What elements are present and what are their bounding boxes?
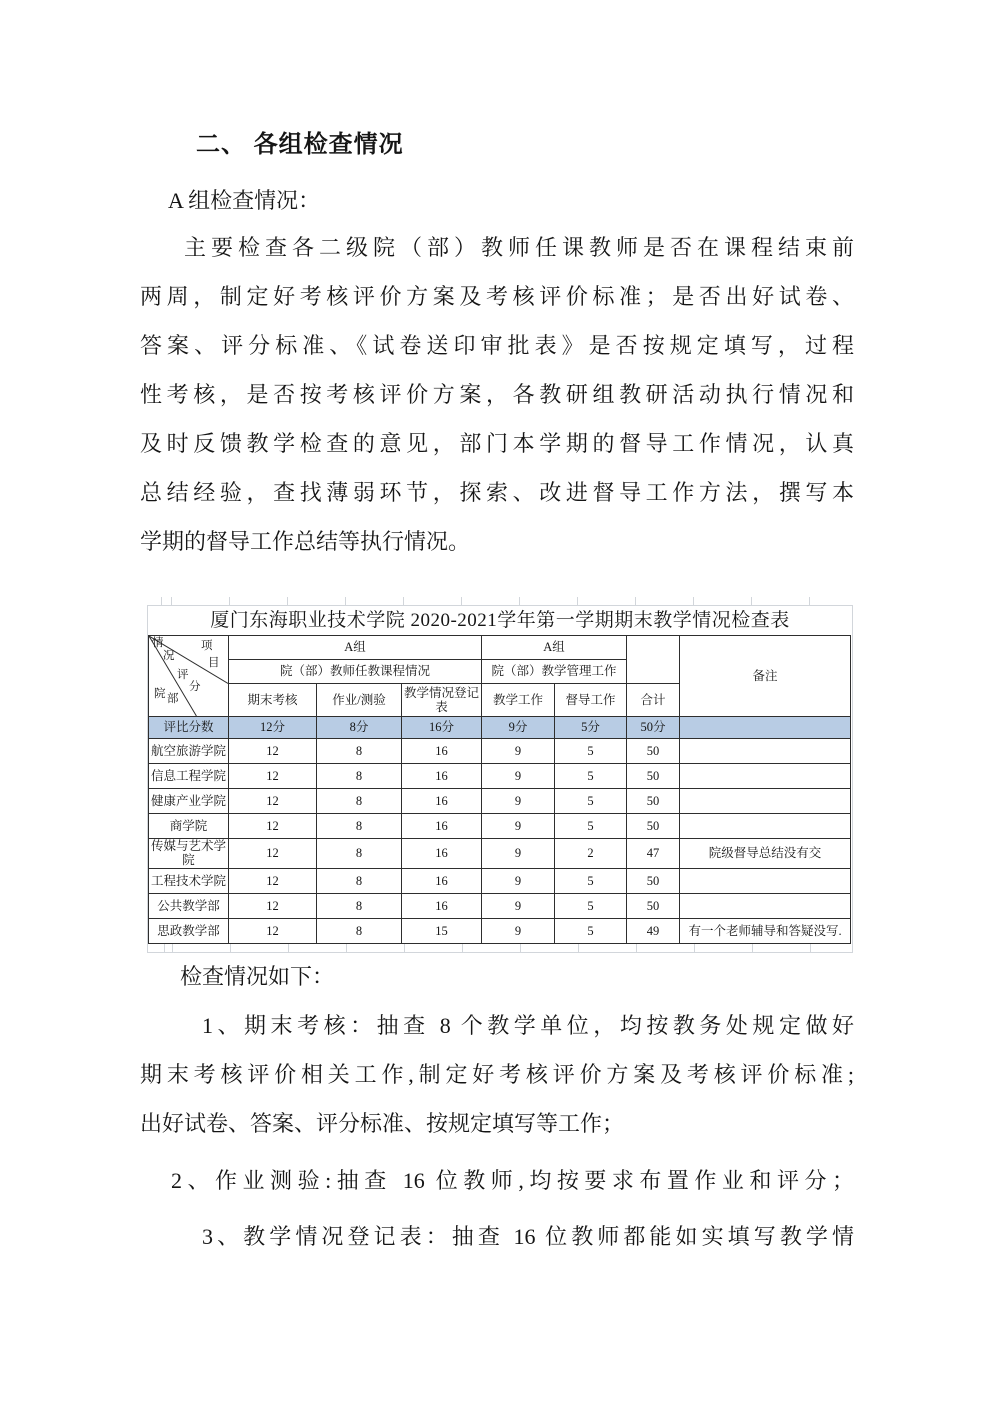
department-cell: 工程技术学院 [149,868,229,893]
corner-char: 部 [167,693,179,705]
value-cell: 50 [627,764,680,789]
remark-cell [680,739,851,764]
value-cell: 16 [402,814,482,839]
paragraph-line: 及时反馈教学检查的意见，部门本学期的督导工作情况，认真 [140,431,854,456]
column-header: 督导工作 [555,684,627,717]
table-row [149,868,851,893]
remark-cell [680,717,851,739]
value-cell: 5 [555,893,627,918]
paragraph-line: 学期的督导工作总结等执行情况。 [140,529,471,554]
remark-cell [680,789,851,814]
column-header: 期末考核 [229,684,317,717]
corner-char: 情 [152,637,164,649]
spreadsheet-gridline-strip [148,944,852,952]
table-row [149,764,851,789]
inspection-table-block [147,597,853,953]
finding-item-line: 出好试卷、答案、评分标准、按规定填写等工作； [140,1111,625,1136]
value-cell: 16 [402,764,482,789]
value-cell: 12 [229,868,317,893]
value-cell: 16 [402,739,482,764]
value-cell: 12 [229,739,317,764]
corner-char: 评 [177,669,189,681]
table-row [149,789,851,814]
inspection-table [148,635,851,944]
value-cell: 5 [555,814,627,839]
value-cell: 12 [229,918,317,943]
score-cell: 16分 [402,717,482,739]
total-header: 合计 [627,684,680,717]
group2-header: A组 [482,636,627,660]
column-header: 教学情况登记表 [402,684,482,717]
score-cell: 8分 [317,717,402,739]
value-cell: 8 [317,839,402,869]
value-cell: 50 [627,893,680,918]
value-cell: 9 [482,789,555,814]
table-title: 厦门东海职业技术学院 2020-2021学年第一学期期末教学情况检查表 [210,610,790,631]
value-cell: 47 [627,839,680,869]
findings-intro: 检查情况如下： [180,964,335,989]
value-cell: 16 [402,868,482,893]
value-cell: 5 [555,918,627,943]
value-cell: 8 [317,918,402,943]
value-cell: 9 [482,839,555,869]
score-cell: 5分 [555,717,627,739]
paragraph-line: 答案、评分标准、《试卷送印审批表》是否按规定填写，过程 [140,333,854,358]
paragraph-line: 主要检查各二级院（部）教师任课教师是否在课程结束前 [184,235,854,260]
value-cell: 5 [555,764,627,789]
department-cell: 商学院 [149,814,229,839]
spreadsheet-frame [147,605,853,953]
value-cell: 8 [317,893,402,918]
department-cell: 信息工程学院 [149,764,229,789]
intro-paragraph [140,223,854,566]
table-row [149,814,851,839]
table-row [149,893,851,918]
value-cell: 16 [402,839,482,869]
value-cell: 9 [482,739,555,764]
remark-cell: 有一个老师辅导和答疑没写. [680,918,851,943]
a-group-label: A 组检查情况： [168,188,321,213]
department-cell: 航空旅游学院 [149,739,229,764]
value-cell: 8 [317,789,402,814]
value-cell: 9 [482,893,555,918]
corner-char: 项 [201,640,213,652]
value-cell: 9 [482,764,555,789]
findings-section [140,952,854,1261]
column-header: 教学工作 [482,684,555,717]
finding-item-line: 期末考核评价相关工作,制定好考核评价方案及考核评价标准; [140,1062,854,1087]
score-cell: 50分 [627,717,680,739]
finding-item-line: 2、作业测验:抽查 16 位教师,均按要求布置作业和评分； [171,1168,854,1193]
department-cell: 思政教学部 [149,918,229,943]
score-row-label: 评比分数 [149,717,229,739]
remark-cell: 院级督导总结没有交 [680,839,851,869]
remark-cell [680,868,851,893]
table-row [149,839,851,869]
remark-cell [680,893,851,918]
corner-char: 院 [154,688,166,700]
score-row [149,717,851,739]
table-row [149,918,851,943]
paragraph-line: 总结经验，查找薄弱环节，探索、改进督导工作方法，撰写本 [140,480,854,505]
department-cell: 传媒与艺术学院 [149,839,229,869]
column-header: 作业/测验 [317,684,402,717]
value-cell: 12 [229,764,317,789]
corner-char: 目 [208,657,220,669]
section-heading: 二、 各组检查情况 [196,131,404,158]
remark-header: 备注 [680,636,851,717]
table-row [149,739,851,764]
value-cell: 2 [555,839,627,869]
value-cell: 12 [229,839,317,869]
value-cell: 50 [627,789,680,814]
spreadsheet-gridline-strip [147,597,853,605]
finding-item-line: 3、教学情况登记表：抽查 16 位教师都能如实填写教学情 [202,1224,854,1249]
value-cell: 50 [627,739,680,764]
diagonal-header-cell [149,636,229,717]
group2-subheader: 院（部）教学管理工作 [482,660,627,684]
group1-header: A组 [229,636,482,660]
value-cell: 8 [317,868,402,893]
paragraph-line: 两周，制定好考核评价方案及考核评价标准；是否出好试卷、 [140,284,854,309]
value-cell: 15 [402,918,482,943]
value-cell: 9 [482,814,555,839]
value-cell: 5 [555,868,627,893]
value-cell: 12 [229,893,317,918]
value-cell: 12 [229,814,317,839]
value-cell: 50 [627,814,680,839]
remark-cell [680,764,851,789]
value-cell: 16 [402,893,482,918]
value-cell: 12 [229,789,317,814]
value-cell: 9 [482,868,555,893]
department-cell: 公共教学部 [149,893,229,918]
value-cell: 8 [317,814,402,839]
value-cell: 8 [317,739,402,764]
remark-cell [680,814,851,839]
value-cell: 9 [482,918,555,943]
corner-char: 况 [163,650,175,662]
value-cell: 8 [317,764,402,789]
paragraph-line: 性考核，是否按考核评价方案，各教研组教研活动执行情况和 [140,382,854,407]
value-cell: 16 [402,789,482,814]
header-row-groups [149,636,851,660]
finding-item-line: 1、期末考核：抽查 8 个教学单位，均按教务处规定做好 [202,1013,854,1038]
value-cell: 5 [555,739,627,764]
value-cell: 49 [627,918,680,943]
department-cell: 健康产业学院 [149,789,229,814]
value-cell: 5 [555,789,627,814]
group1-subheader: 院（部）教师任教课程情况 [229,660,482,684]
score-cell: 12分 [229,717,317,739]
score-cell: 9分 [482,717,555,739]
corner-char: 分 [189,681,201,693]
total-header-spacer [627,636,680,684]
value-cell: 50 [627,868,680,893]
